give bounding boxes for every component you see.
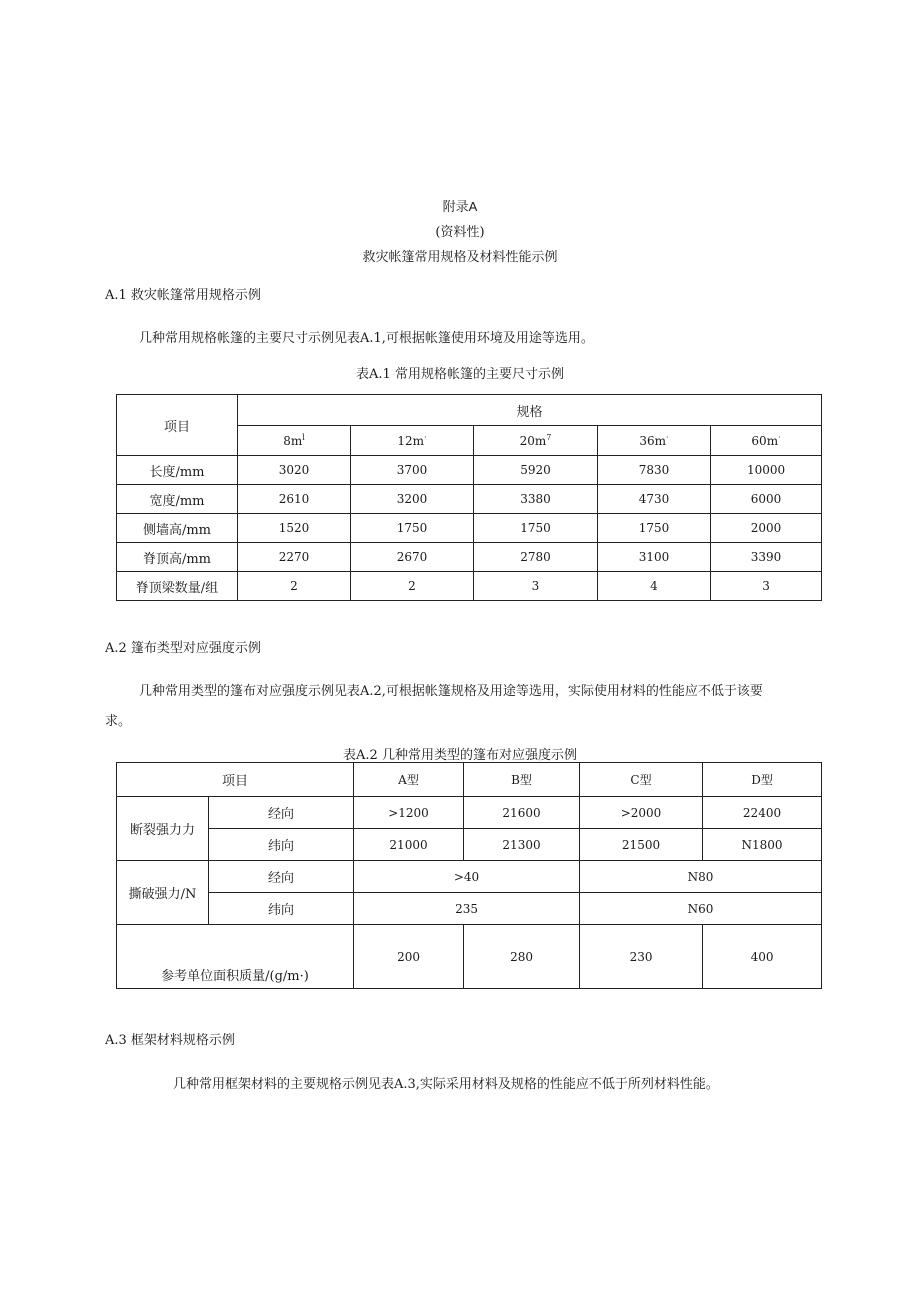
table-a2-type-header: C型: [580, 763, 703, 797]
table-row: [117, 829, 822, 861]
table-cell: 21500: [580, 829, 703, 861]
appendix-heading: 救灾帐篷常用规格及材料性能示例: [362, 250, 558, 265]
table-cell: 235: [354, 893, 580, 925]
table-a1-spec-header: 规格: [238, 395, 822, 426]
table-row: [117, 893, 822, 925]
appendix-subtitle: (资料性): [435, 225, 485, 240]
table-cell: 2610: [238, 485, 351, 514]
table-cell: 21300: [464, 829, 580, 861]
table-row: [117, 456, 822, 485]
table-cell: >40: [354, 861, 580, 893]
table-cell: N60: [580, 893, 822, 925]
row-label: 脊顶梁数量/组: [117, 572, 238, 601]
table-cell: 21600: [464, 797, 580, 829]
table-cell: 7830: [598, 456, 711, 485]
table-row: [117, 485, 822, 514]
table-a2-caption: 表A.2 几种常用类型的篷布对应强度示例: [343, 748, 577, 763]
weft-label: 纬向: [209, 829, 354, 861]
weft-label: 纬向: [209, 893, 354, 925]
table-cell: >2000: [580, 797, 703, 829]
table-cell: 2000: [711, 514, 822, 543]
table-a1-col-header: 12m·: [351, 426, 474, 456]
table-cell: 1750: [351, 514, 474, 543]
table-cell: 3700: [351, 456, 474, 485]
table-cell: 4730: [598, 485, 711, 514]
table-cell: 21000: [354, 829, 464, 861]
table-cell: 4: [598, 572, 711, 601]
table-a1-col-header: $8m^l$: [238, 426, 351, 456]
table-cell: 3: [711, 572, 822, 601]
table-cell: 1750: [598, 514, 711, 543]
table-a2: [116, 762, 822, 989]
table-a2-type-header: A型: [354, 763, 464, 797]
table-a1-col-header: $20m^7$: [474, 426, 598, 456]
table-cell: 3380: [474, 485, 598, 514]
section-a1-paragraph: 几种常用规格帐篷的主要尺寸示例见表A.1,可根据帐篷使用环境及用途等选用。: [139, 331, 594, 346]
warp-label: 经向: [209, 797, 354, 829]
appendix-title: 附录A: [442, 199, 478, 214]
table-cell: 2780: [474, 543, 598, 572]
table-cell: 2270: [238, 543, 351, 572]
section-a3-heading: A.3 框架材料规格示例: [105, 1033, 235, 1048]
table-cell: 3100: [598, 543, 711, 572]
row-label: 宽度/mm: [117, 485, 238, 514]
break-strength-label: 断裂强力力: [117, 797, 209, 861]
table-row: [117, 543, 822, 572]
warp-label: 经向: [209, 861, 354, 893]
table-cell: N1800: [703, 829, 822, 861]
row-label: 长度/mm: [117, 456, 238, 485]
tear-strength-label: 撕破强力/N: [117, 861, 209, 925]
table-cell: 200: [354, 925, 464, 989]
table-cell: 3: [474, 572, 598, 601]
table-row: [117, 925, 822, 989]
table-cell: 6000: [711, 485, 822, 514]
table-cell: 3020: [238, 456, 351, 485]
table-a2-item-header: 项目: [117, 763, 354, 797]
table-a2-type-header: D型: [703, 763, 822, 797]
table-row: [117, 861, 822, 893]
section-a3-paragraph: 几种常用框架材料的主要规格示例见表A.3,实际采用材料及规格的性能应不低于所列材料性能。: [173, 1077, 719, 1092]
section-a1-heading: A.1 救灾帐篷常用规格示例: [105, 288, 261, 303]
table-cell: 1520: [238, 514, 351, 543]
table-cell: 280: [464, 925, 580, 989]
table-a2-type-header: B型: [464, 763, 580, 797]
table-row: [117, 514, 822, 543]
table-cell: 3200: [351, 485, 474, 514]
table-a1-item-header: 项目: [117, 395, 238, 456]
table-cell: >1200: [354, 797, 464, 829]
table-row: [117, 797, 822, 829]
table-cell: 3390: [711, 543, 822, 572]
table-cell: 5920: [474, 456, 598, 485]
section-a2-paragraph-line1: 几种常用类型的篷布对应强度示例见表A.2,可根据帐篷规格及用途等选用，实际使用材料的性能应不低于该要: [139, 684, 763, 699]
section-a2-paragraph-line2: 求。: [105, 714, 132, 729]
table-cell: 22400: [703, 797, 822, 829]
table-a1-caption: 表A.1 常用规格帐篷的主要尺寸示例: [356, 367, 564, 382]
section-a2-heading: A.2 篷布类型对应强度示例: [105, 641, 261, 656]
row-label: 脊顶高/mm: [117, 543, 238, 572]
table-cell: N80: [580, 861, 822, 893]
table-row: [117, 572, 822, 601]
table-a1-col-header: 60m·: [711, 426, 822, 456]
table-cell: 400: [703, 925, 822, 989]
row-label: 侧墙高/mm: [117, 514, 238, 543]
table-a1-col-header: 36m·: [598, 426, 711, 456]
table-a1: [116, 394, 822, 601]
table-cell: 2: [351, 572, 474, 601]
mass-label: 参考单位面积质量/(g/m·): [117, 925, 354, 989]
table-cell: 1750: [474, 514, 598, 543]
table-cell: 230: [580, 925, 703, 989]
table-cell: 10000: [711, 456, 822, 485]
table-cell: 2670: [351, 543, 474, 572]
table-cell: 2: [238, 572, 351, 601]
